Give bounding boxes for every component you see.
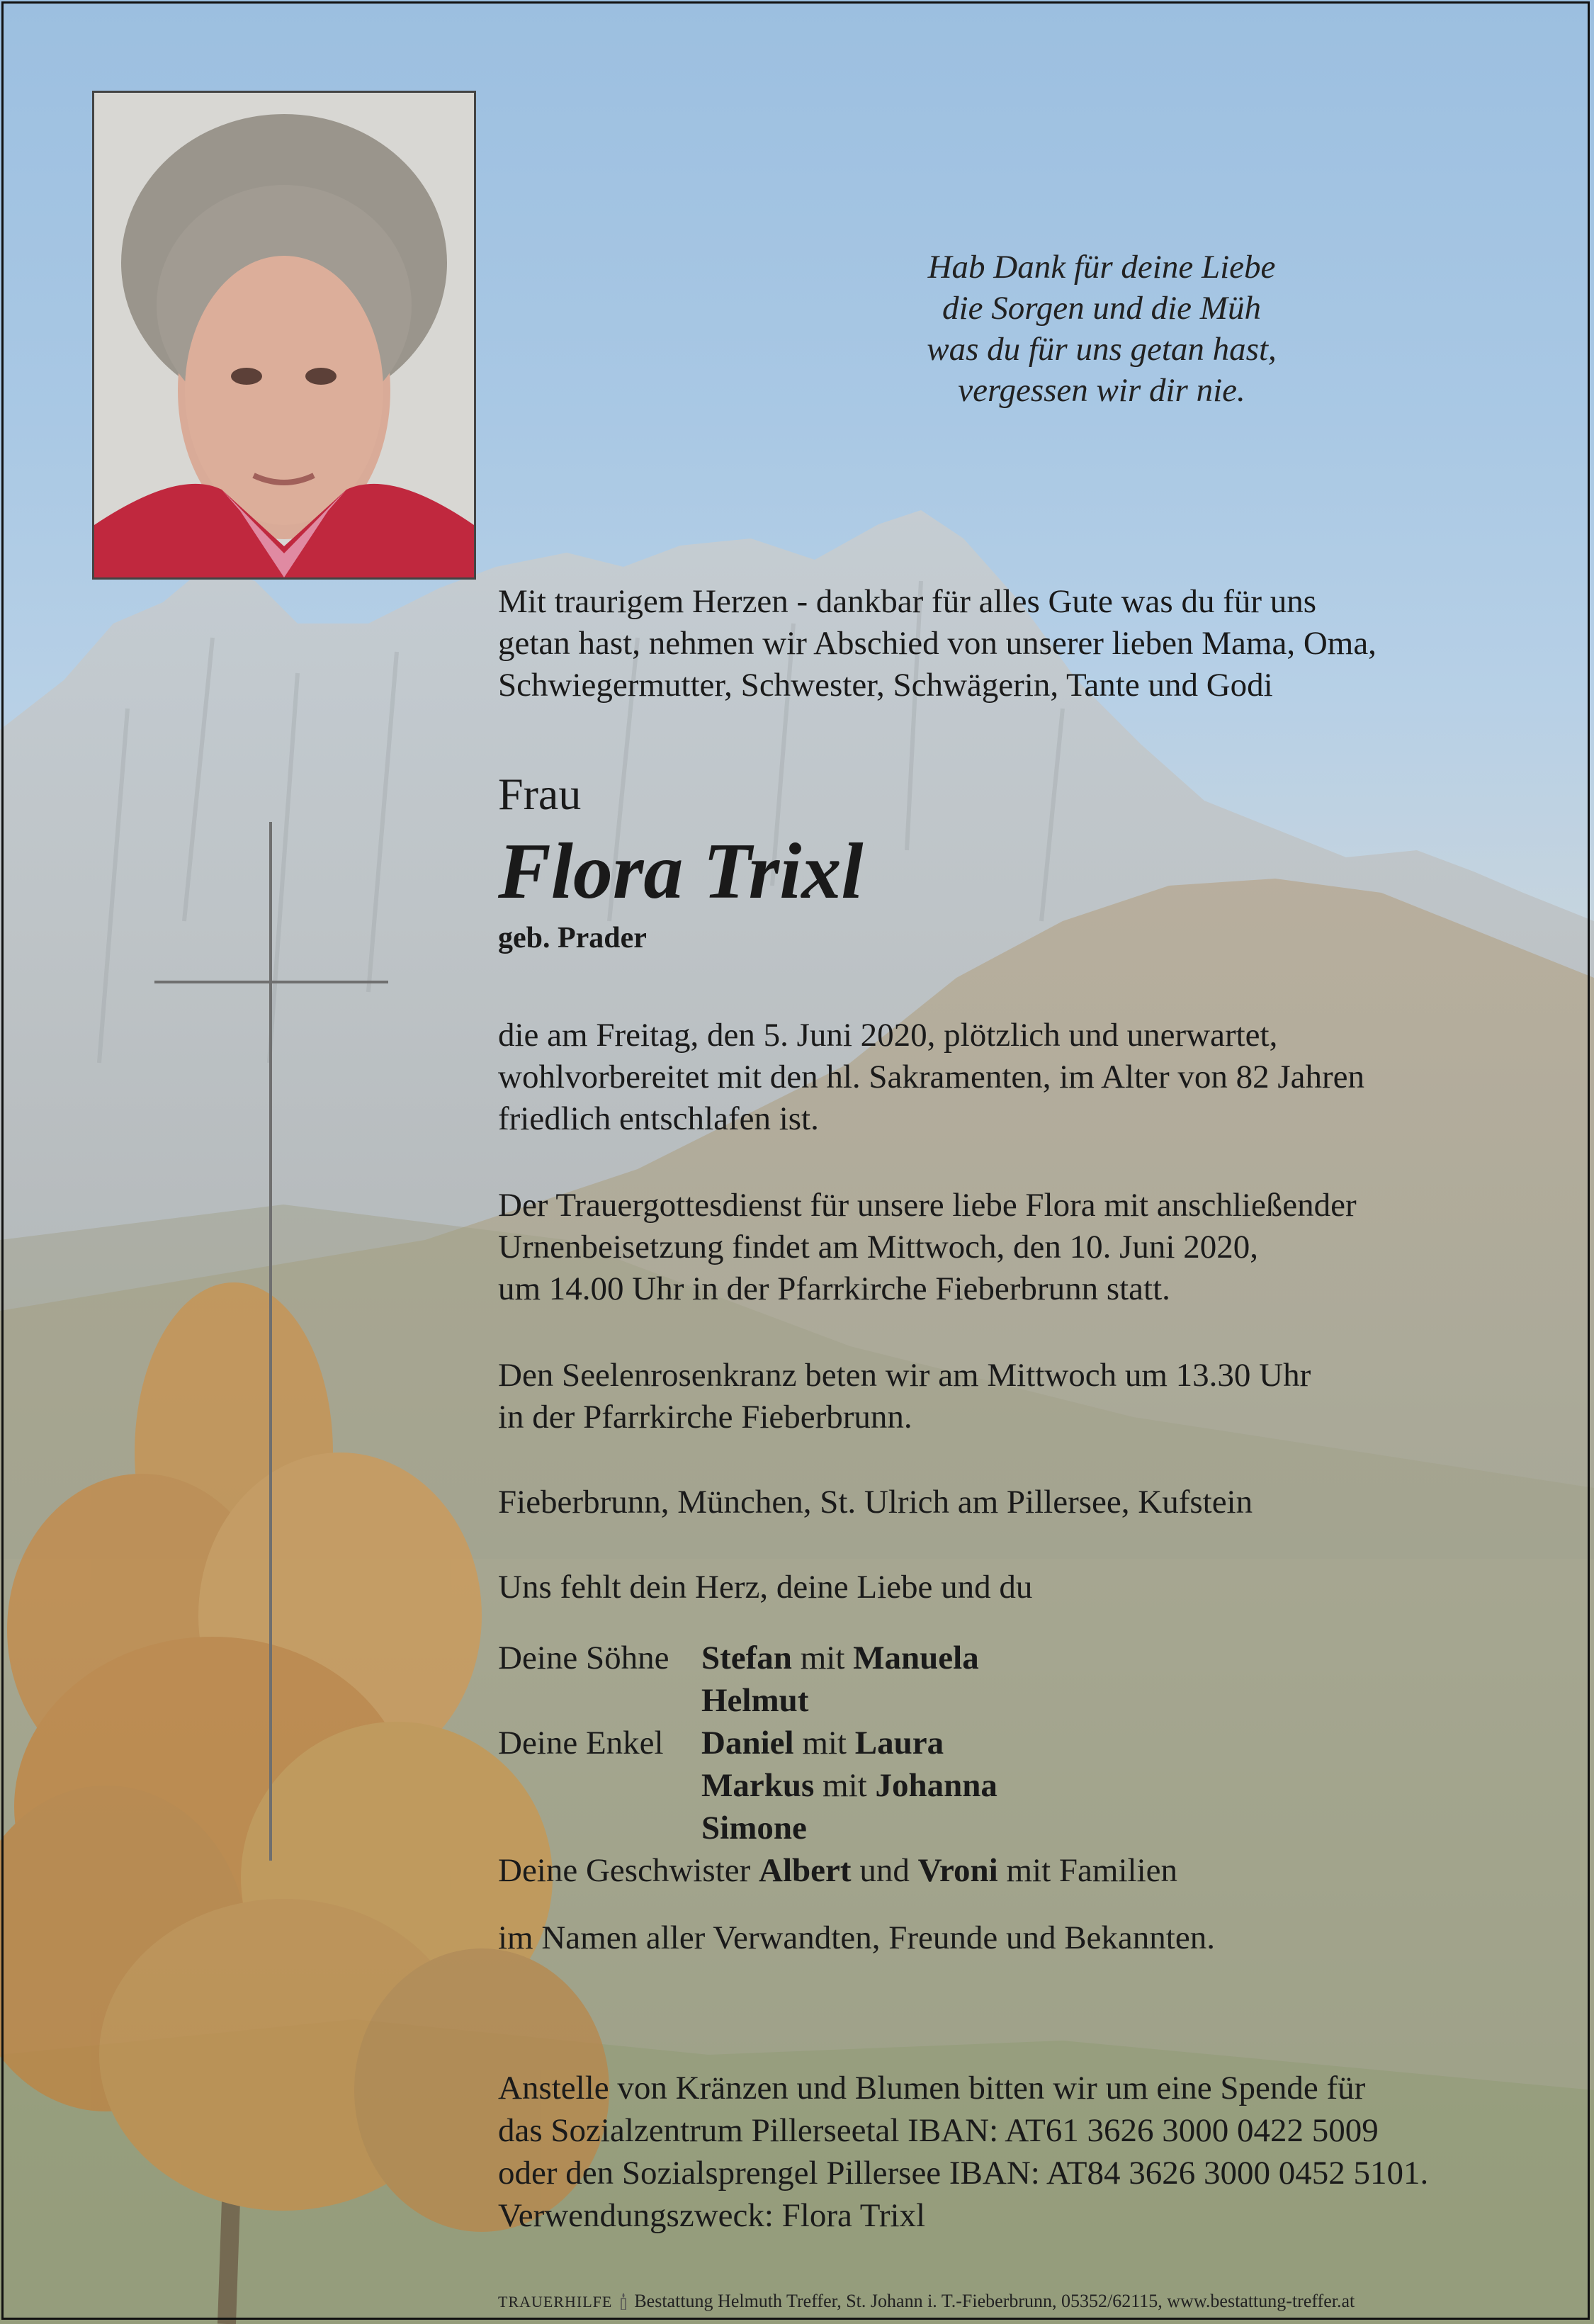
death-notice-line: friedlich entschlafen ist. (498, 1100, 819, 1137)
grandchildren-label: Deine Enkel (498, 1725, 664, 1761)
funeral-service-paragraph (498, 1185, 1357, 1310)
partner-name: Manuela (853, 1640, 979, 1676)
footer-tag: TRAUERHILFE (498, 2293, 613, 2311)
partner-name: Laura (854, 1725, 944, 1761)
memorial-quote (822, 247, 1381, 411)
family-row (701, 1764, 997, 1807)
intro-line: Mit traurigem Herzen - dankbar für alles Gute was du für uns (498, 583, 1317, 620)
donation-paragraph (498, 2067, 1428, 2237)
intro-paragraph (498, 581, 1377, 706)
portrait-photo (92, 91, 476, 580)
rosary-line: Den Seelenrosenkranz beten wir am Mittwoch um 13.30 Uhr (498, 1357, 1311, 1394)
son-name: Stefan (701, 1640, 792, 1676)
partner-name: Johanna (875, 1767, 997, 1804)
remembrance-line: Uns fehlt dein Herz, deine Liebe und du (498, 1569, 1033, 1606)
rosary-paragraph (498, 1355, 1311, 1438)
connector-text: mit (800, 1640, 845, 1676)
service-line: Urnenbeisetzung findet am Mittwoch, den 10. Juni 2020, (498, 1229, 1258, 1265)
family-row (498, 1849, 1177, 1892)
intro-line: Schwiegermutter, Schwester, Schwägerin, Tante und Godi (498, 667, 1273, 704)
footer-text: Bestattung Helmuth Treffer, St. Johann i. T.-Fieberbrunn, 05352/62115, www.bestattung-treffer.at (634, 2291, 1355, 2311)
donation-line: oder den Sozialsprengel Pillersee IBAN: AT84 3626 3000 0452 5101. (498, 2155, 1429, 2192)
funeral-home-footer (498, 2291, 1355, 2313)
closing-line: im Namen aller Verwandten, Freunde und Bekannten. (498, 1919, 1215, 1956)
deceased-name: Flora Trixl (498, 828, 864, 915)
sibling-name: Albert (759, 1852, 852, 1889)
family-row (701, 1722, 944, 1764)
intro-line: getan hast, nehmen wir Abschied von unserer lieben Mama, Oma, (498, 625, 1377, 662)
grandchild-name: Simone (701, 1810, 807, 1846)
death-notice-line: wohlvorbereitet mit den hl. Sakramenten, im Alter von 82 Jahren (498, 1059, 1365, 1095)
salutation: Frau (498, 769, 582, 819)
connector-text: mit (823, 1767, 867, 1804)
quote-line: vergessen wir dir nie. (958, 372, 1245, 409)
cross-vertical-bar (269, 822, 272, 1861)
donation-line: das Sozialzentrum Pillerseetal IBAN: AT61 3626 3000 0422 5009 (498, 2112, 1379, 2149)
son-name: Helmut (701, 1682, 809, 1719)
sons-label: Deine Söhne (498, 1640, 669, 1676)
service-line: Der Trauergottesdienst für unsere liebe Flora mit anschließender (498, 1187, 1357, 1224)
death-notice-line: die am Freitag, den 5. Juni 2020, plötzlich und unerwartet, (498, 1017, 1278, 1054)
quote-line: was du für uns getan hast, (927, 331, 1277, 368)
quote-line: Hab Dank für deine Liebe (927, 249, 1276, 286)
donation-line: Verwendungszweck: Flora Trixl (498, 2197, 926, 2234)
candle-icon (620, 2293, 627, 2310)
donation-line: Anstelle von Kränzen und Blumen bitten wir um eine Spende für (498, 2070, 1366, 2106)
service-line: um 14.00 Uhr in der Pfarrkirche Fieberbrunn statt. (498, 1270, 1170, 1307)
siblings-label: Deine Geschwister (498, 1852, 751, 1889)
places-line: Fieberbrunn, München, St. Ulrich am Pillersee, Kufstein (498, 1484, 1253, 1521)
rosary-line: in der Pfarrkirche Fieberbrunn. (498, 1399, 912, 1435)
sibling-name: Vroni (917, 1852, 998, 1889)
quote-line: die Sorgen und die Müh (942, 290, 1261, 327)
connector-text: mit (802, 1725, 847, 1761)
birth-name: geb. Prader (498, 922, 647, 954)
family-row (701, 1637, 979, 1679)
cross-horizontal-bar (154, 981, 388, 983)
connector-text: und (859, 1852, 910, 1889)
connector-text: mit Familien (1006, 1852, 1178, 1889)
grandchild-name: Markus (701, 1767, 815, 1804)
death-notice-paragraph (498, 1015, 1364, 1140)
grandchild-name: Daniel (701, 1725, 794, 1761)
